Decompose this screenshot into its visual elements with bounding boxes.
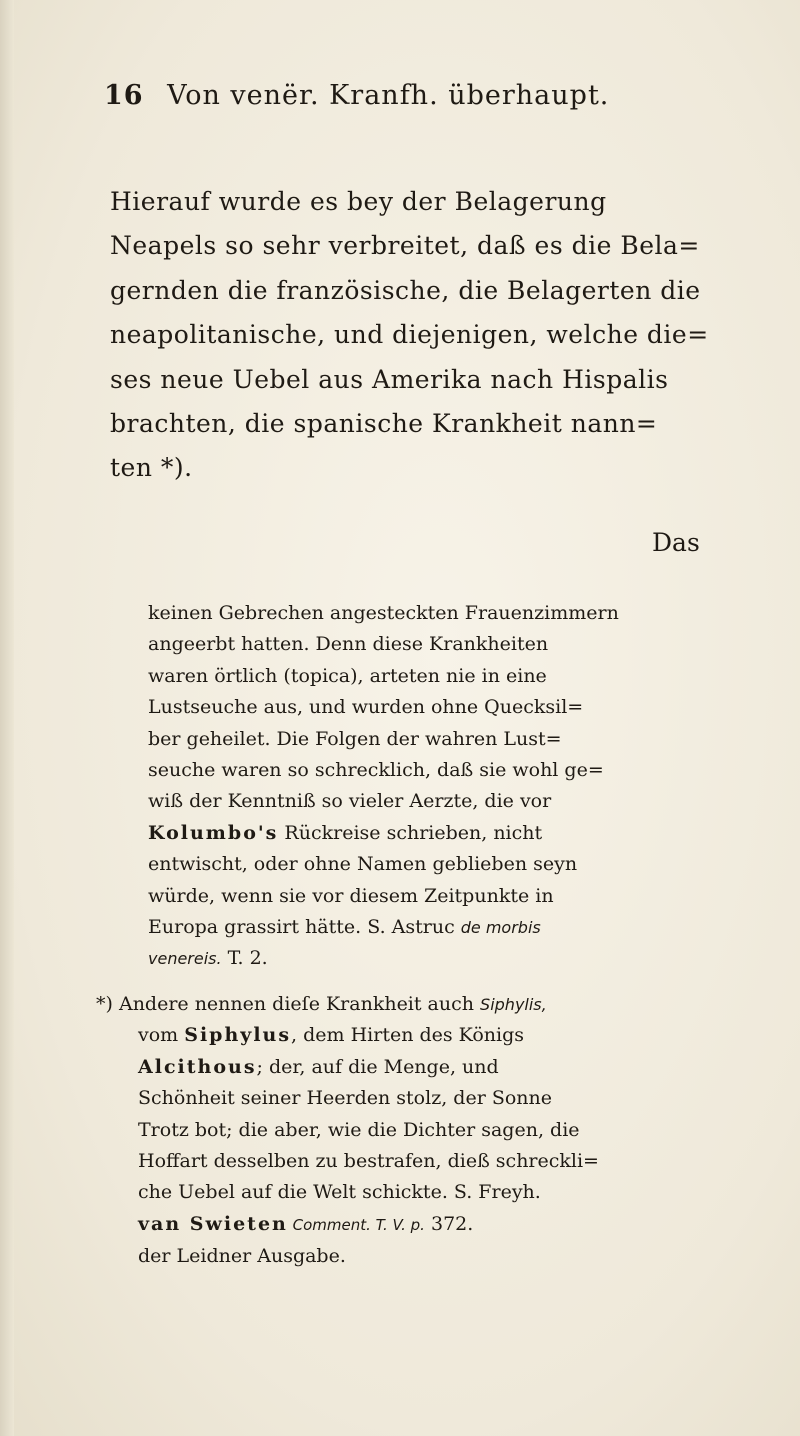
text-line: neapolitanische, und diejenigen, welche die= — [110, 320, 709, 350]
text-line: brachten, die spanische Krankheit nann= — [110, 409, 658, 439]
person-name: Kolumbo's — [148, 821, 279, 844]
footnote-line: ber geheilet. Die Folgen der wahren Lust= — [148, 727, 562, 750]
footnote-line: wiß der Kenntniß so vieler Aerzte, die vor — [148, 790, 552, 813]
footnote-line: angeerbt hatten. Denn diese Krankheiten — [148, 633, 549, 656]
running-title: Von venër. Kranfh. überhaupt. — [167, 80, 610, 111]
footnote-line: Schönheit seiner Heerden stolz, der Sonne — [138, 1087, 552, 1110]
text-line: ten *). — [110, 453, 193, 483]
footnote-line: der Leidner Ausgabe. — [138, 1245, 346, 1268]
latin-citation: de morbis — [460, 918, 541, 938]
footnote-marker: *) — [96, 992, 113, 1015]
footnote-line: Kolumbo's Rückreise schrieben, nicht — [148, 821, 543, 844]
footnote-line: Europa grassirt hätte. S. Astruc de morbis — [148, 916, 541, 939]
main-paragraph — [110, 180, 710, 491]
page-gutter — [0, 0, 14, 1436]
footnote-line: entwischt, oder ohne Namen geblieben seyn — [148, 853, 578, 876]
footnote-lower — [96, 989, 712, 1273]
reference: Comment. T. V. p. — [287, 1215, 425, 1234]
footnote-line: che Uebel auf die Welt schickte. S. Freyh. — [138, 1181, 541, 1204]
footnote-line: van Swieten Comment. T. V. p. 372. — [138, 1212, 474, 1235]
footnotes — [96, 598, 712, 1273]
footnote-line: seuche waren so schrecklich, daß sie wohl ge= — [148, 759, 604, 782]
footnote-line: Trotz bot; die aber, wie die Dichter sagen, die — [138, 1118, 580, 1141]
person-name: Alcithous — [138, 1055, 257, 1078]
text-line: gernden die französische, die Belagerten die — [110, 275, 701, 305]
text-line: Neapels so sehr verbreitet, daß es die Bela= — [110, 231, 700, 261]
person-name: Siphylus — [184, 1024, 292, 1047]
footnote-upper — [96, 598, 712, 975]
running-header — [104, 80, 704, 124]
page-number: 16 — [104, 80, 144, 111]
text-line: ses neue Uebel aus Amerika nach Hispalis — [110, 364, 669, 394]
catchword: Das — [652, 528, 700, 557]
person-name: van Swieten — [138, 1212, 288, 1235]
footnote-line: *) Andere nennen dieſe Krankheit auch Siphylis, — [96, 992, 547, 1015]
latin-term: Siphylis, — [480, 994, 547, 1014]
footnote-line: Lustseuche aus, und wurden ohne Quecksil= — [148, 696, 584, 719]
footnote-line: vom Siphylus, dem Hirten des Königs — [138, 1024, 525, 1047]
footnote-line: würde, wenn sie vor diesem Zeitpunkte in — [148, 884, 554, 907]
latin-citation: venereis. — [148, 949, 222, 969]
footnote-line: waren örtlich (topica), arteten nie in eine — [148, 664, 547, 687]
footnote-line: venereis. T. 2. — [148, 947, 268, 970]
text-line: Hierauf wurde es bey der Belagerung — [110, 187, 607, 216]
footnote-line: Alcithous; der, auf die Menge, und — [138, 1055, 499, 1078]
footnote-line: Hoffart desselben zu bestrafen, dieß schreckli= — [138, 1149, 599, 1172]
footnote-line: keinen Gebrechen angesteckten Frauenzimmern — [148, 602, 619, 624]
